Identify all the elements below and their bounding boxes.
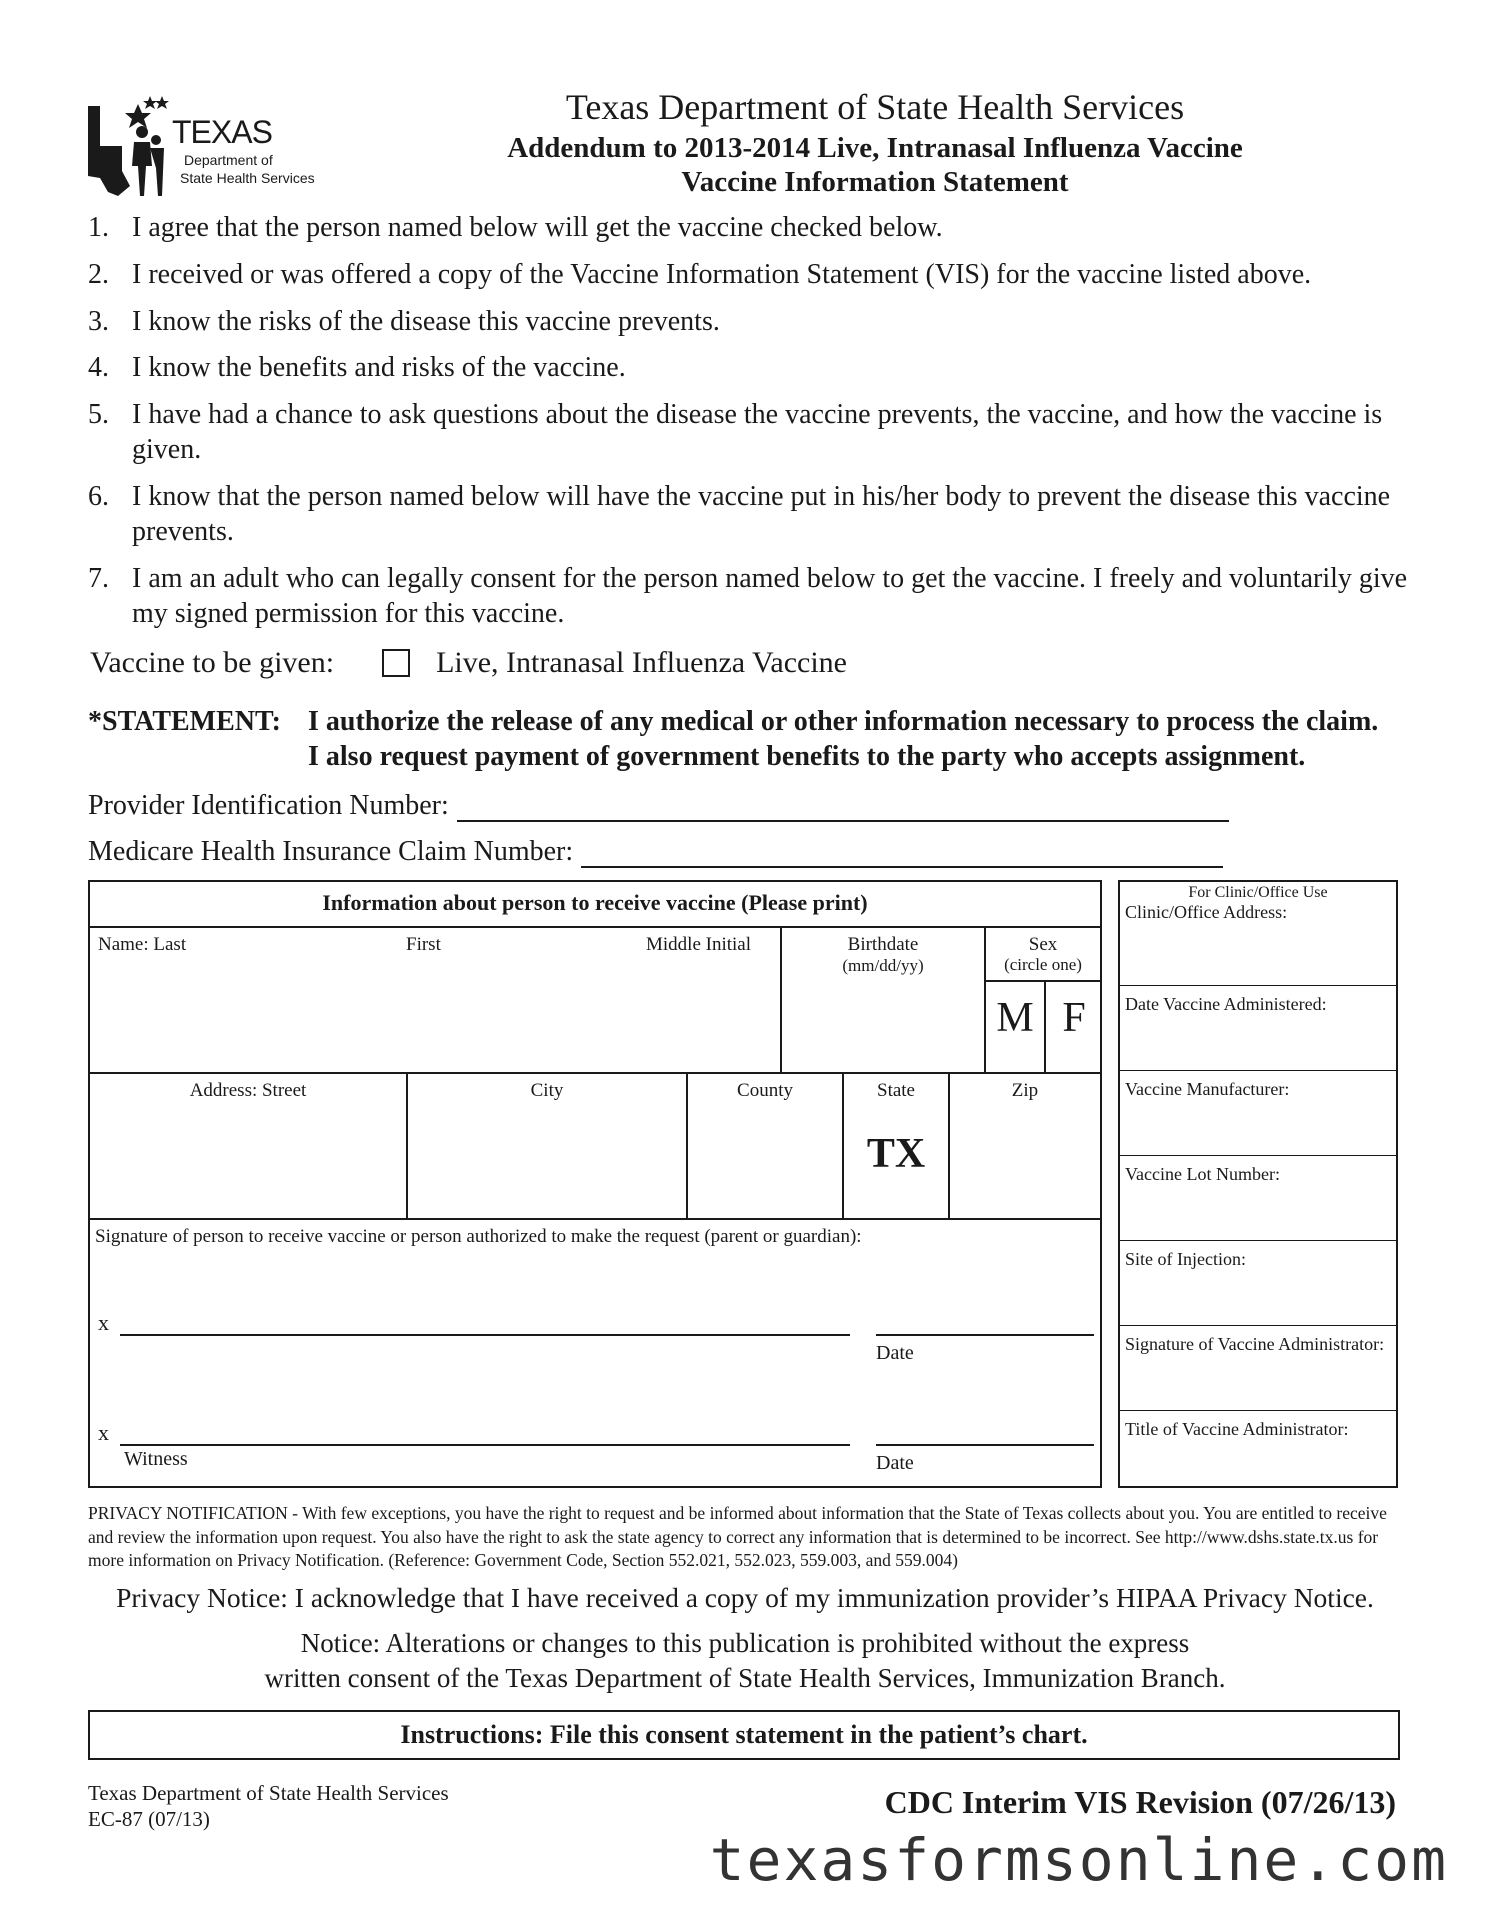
footer-org: Texas Department of State Health Services bbox=[88, 1781, 449, 1805]
consent-item-6 bbox=[88, 479, 1418, 549]
consent-item-1 bbox=[88, 210, 1418, 245]
birthdate-field[interactable] bbox=[784, 982, 980, 1068]
item-number: 7. bbox=[88, 563, 109, 594]
street-field[interactable] bbox=[94, 1108, 404, 1212]
medicare-label: Medicare Health Insurance Claim Number: bbox=[88, 836, 574, 867]
witness-label: Witness bbox=[124, 1448, 188, 1470]
privacy-notification: PRIVACY NOTIFICATION - With few exceptions, you have the right to request and be informed about information that the State of Texas collects about you. You are entitled to receive and review the information upon request. You also have the right to ask the state agency to correct any information that is determined to be incorrect. See http://www.dshs.state.tx.us for more information on Privacy Notification. (Reference: Government Code, Section 552.021, 552.023, 559.003, and 559.004) bbox=[88, 1503, 1387, 1570]
statement-label: *STATEMENT: bbox=[88, 706, 281, 737]
medicare-claim-field[interactable] bbox=[581, 838, 1223, 868]
manufacturer-row[interactable] bbox=[1120, 1070, 1396, 1155]
dshs-logo bbox=[88, 96, 315, 200]
consent-item-3 bbox=[88, 304, 1418, 339]
header-subtitle-1: Addendum to 2013-2014 Live, Intranasal Influenza Vaccine bbox=[507, 132, 1243, 164]
lot-number-label: Vaccine Lot Number: bbox=[1125, 1164, 1280, 1184]
witness-x-mark: x bbox=[98, 1420, 109, 1445]
administrator-title-label: Title of Vaccine Administrator: bbox=[1125, 1419, 1349, 1439]
consent-item-7 bbox=[88, 561, 1418, 631]
item-number: 5. bbox=[88, 399, 109, 430]
sex-female-option[interactable]: F bbox=[1062, 995, 1086, 1041]
divider bbox=[90, 1218, 1100, 1220]
clinic-address-field[interactable] bbox=[1124, 926, 1394, 982]
signature-x-mark: x bbox=[98, 1310, 109, 1335]
item-number: 4. bbox=[88, 352, 109, 383]
signature-line[interactable] bbox=[120, 1334, 850, 1336]
witness-date-line[interactable] bbox=[876, 1444, 1094, 1446]
city-field[interactable] bbox=[410, 1108, 684, 1212]
provider-id-label: Provider Identification Number: bbox=[88, 790, 449, 821]
item-text: I know the benefits and risks of the vaccine. bbox=[132, 352, 626, 383]
street-label: Address: Street bbox=[189, 1080, 307, 1101]
state-value: TX bbox=[866, 1131, 926, 1177]
administrator-title-row[interactable] bbox=[1120, 1410, 1396, 1488]
birthdate-format: (mm/dd/yy) bbox=[842, 956, 924, 975]
logo-text-dept: Department of bbox=[184, 152, 273, 168]
privacy-notice: Privacy Notice: I acknowledge that I have received a copy of my immunization provider’s HIPAA Privacy Notice. bbox=[116, 1582, 1374, 1613]
medicare-row bbox=[88, 836, 1223, 868]
witness-date-label: Date bbox=[876, 1452, 914, 1474]
divider bbox=[984, 980, 1102, 982]
footer-revision: CDC Interim VIS Revision (07/26/13) bbox=[884, 1784, 1396, 1820]
item-text: I know the risks of the disease this vaccine prevents. bbox=[132, 306, 720, 337]
birthdate-label: Birthdate bbox=[847, 934, 919, 955]
item-text: I am an adult who can legally consent for the person named below to get the vaccine. I freely and voluntarily give my signed permission for this vaccine. bbox=[132, 563, 1408, 629]
logo-text-dshs: State Health Services bbox=[180, 170, 315, 186]
manufacturer-label: Vaccine Manufacturer: bbox=[1125, 1079, 1290, 1099]
name-field[interactable] bbox=[92, 966, 776, 1066]
item-number: 6. bbox=[88, 481, 109, 512]
vaccine-selection bbox=[90, 646, 847, 680]
county-label: County bbox=[737, 1080, 793, 1101]
middle-initial-label: Middle Initial bbox=[646, 934, 752, 955]
instructions-box: Instructions: File this consent statement in the patient’s chart. bbox=[88, 1710, 1400, 1760]
footer-left bbox=[88, 1780, 449, 1832]
footer-form-number: EC-87 (07/13) bbox=[88, 1807, 210, 1831]
item-text: I have had a chance to ask questions about the disease the vaccine prevents, the vaccine, and how the vaccine is given. bbox=[132, 399, 1383, 465]
header-org: Texas Department of State Health Services bbox=[565, 87, 1185, 127]
consent-item-2 bbox=[88, 257, 1418, 292]
provider-id-row bbox=[88, 790, 1229, 822]
clinic-use-box bbox=[1118, 880, 1398, 1488]
divider bbox=[90, 926, 1100, 928]
county-field[interactable] bbox=[690, 1108, 840, 1212]
consent-item-4 bbox=[88, 350, 1418, 385]
date-administered-row[interactable] bbox=[1120, 985, 1396, 1070]
administrator-signature-label: Signature of Vaccine Administrator: bbox=[1125, 1334, 1385, 1354]
vaccine-option-label: Live, Intranasal Influenza Vaccine bbox=[436, 646, 847, 679]
clinic-address-label: Clinic/Office Address: bbox=[1125, 902, 1288, 922]
zip-field[interactable] bbox=[952, 1108, 1098, 1212]
date-administered-label: Date Vaccine Administered: bbox=[1125, 994, 1327, 1014]
statement-line-1: I authorize the release of any medical or other information necessary to process the claim. bbox=[308, 706, 1379, 737]
injection-site-row[interactable] bbox=[1120, 1240, 1396, 1325]
consent-item-5 bbox=[88, 397, 1418, 467]
person-info-box bbox=[88, 880, 1102, 1488]
signature-date-line[interactable] bbox=[876, 1334, 1094, 1336]
lot-number-row[interactable] bbox=[1120, 1155, 1396, 1240]
clinic-header: For Clinic/Office Use bbox=[1188, 884, 1328, 901]
header-subtitle-2: Vaccine Information Statement bbox=[681, 166, 1069, 198]
witness-signature-line[interactable] bbox=[120, 1444, 850, 1446]
item-number: 2. bbox=[88, 259, 109, 290]
name-last-label: Name: Last bbox=[98, 934, 187, 955]
administrator-signature-row[interactable] bbox=[1120, 1325, 1396, 1410]
alteration-notice-line-2: written consent of the Texas Department of State Health Services, Immunization Branch. bbox=[264, 1663, 1226, 1693]
item-text: I know that the person named below will have the vaccine put in his/her body to prevent the disease this vaccine prevents. bbox=[132, 481, 1391, 547]
first-name-label: First bbox=[406, 934, 441, 955]
person-info-title: Information about person to receive vaccine (Please print) bbox=[322, 890, 868, 915]
sex-label: Sex bbox=[1028, 934, 1058, 955]
sex-male-option[interactable]: M bbox=[996, 995, 1034, 1041]
statement-line-2: I also request payment of government benefits to the party who accepts assignment. bbox=[308, 741, 1306, 772]
signature-label: Signature of person to receive vaccine or person authorized to make the request (parent or guardian): bbox=[95, 1226, 862, 1247]
state-label: State bbox=[877, 1080, 915, 1101]
item-number: 1. bbox=[88, 212, 109, 243]
signature-date-label: Date bbox=[876, 1342, 914, 1364]
watermark: texasformsonline.com bbox=[709, 1826, 1448, 1894]
sex-note: (circle one) bbox=[1004, 955, 1082, 974]
item-text: I received or was offered a copy of the Vaccine Information Statement (VIS) for the vaccine listed above. bbox=[132, 259, 1312, 290]
logo-text-texas: TEXAS bbox=[172, 114, 272, 150]
item-text: I agree that the person named below will get the vaccine checked below. bbox=[132, 212, 943, 243]
city-label: City bbox=[530, 1080, 564, 1101]
zip-label: Zip bbox=[1011, 1080, 1039, 1101]
vaccine-label: Vaccine to be given: bbox=[90, 646, 335, 679]
provider-id-field[interactable] bbox=[457, 792, 1229, 822]
item-number: 3. bbox=[88, 306, 109, 337]
alteration-notice-line-1: Notice: Alterations or changes to this publication is prohibited without the express bbox=[300, 1628, 1190, 1658]
vaccine-checkbox[interactable] bbox=[382, 649, 410, 677]
injection-site-label: Site of Injection: bbox=[1125, 1249, 1246, 1269]
